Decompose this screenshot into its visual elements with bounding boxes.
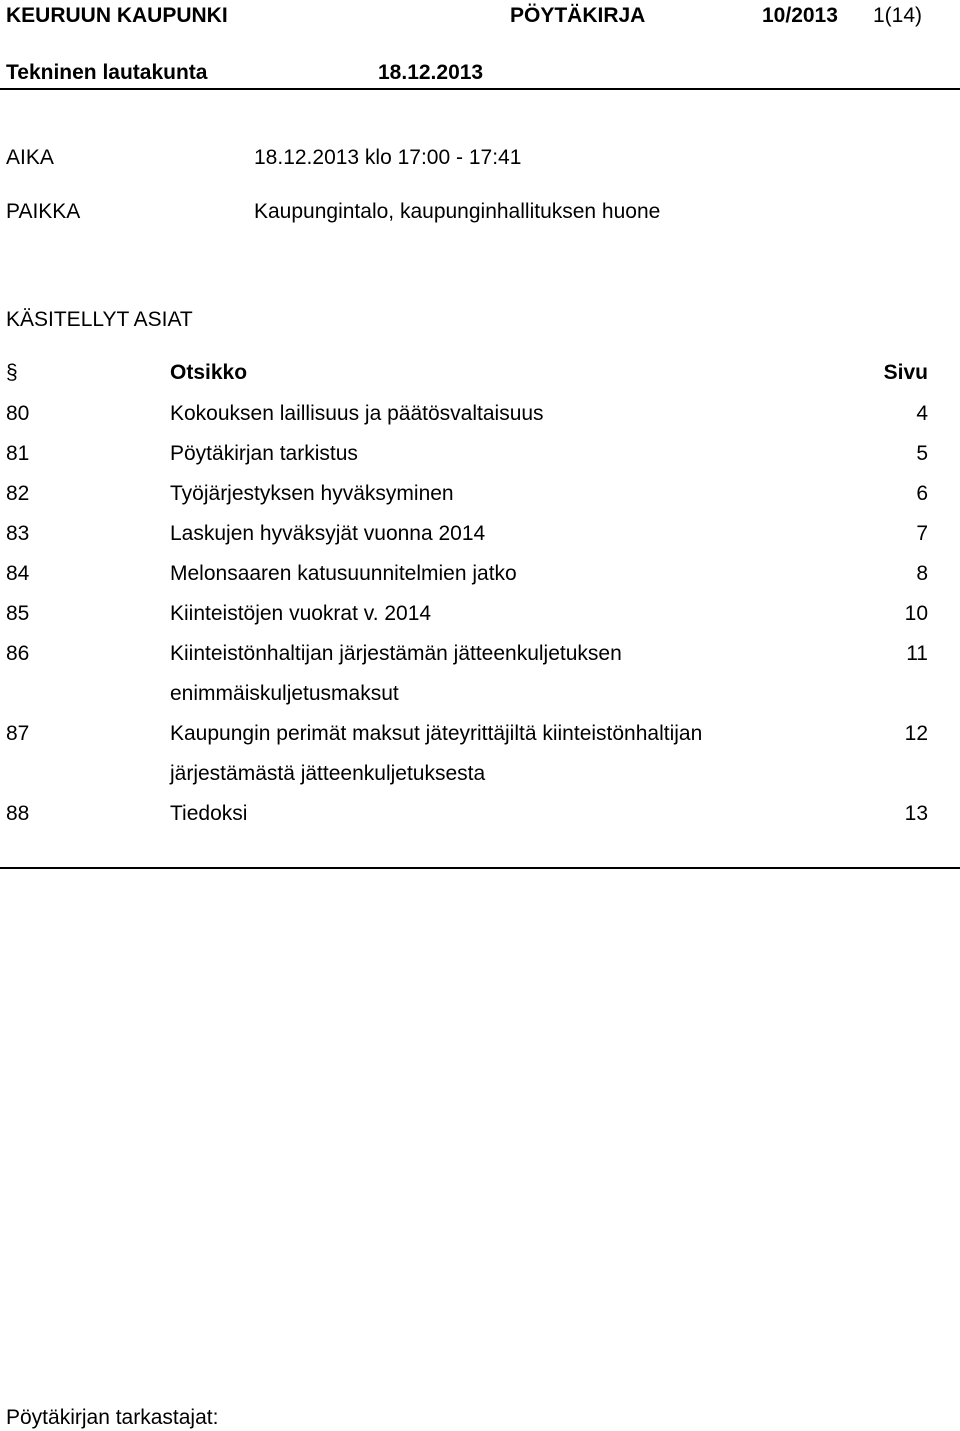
item-page: 11 — [906, 642, 928, 665]
item-title: Kokouksen laillisuus ja päätösvaltaisuus — [170, 402, 544, 425]
item-number: 88 — [6, 802, 30, 825]
item-number: 82 — [6, 482, 30, 505]
item-number: 85 — [6, 602, 30, 625]
item-title: Kiinteistöjen vuokrat v. 2014 — [170, 602, 432, 625]
page-info: 1(14) — [873, 4, 923, 27]
item-page: 12 — [904, 722, 928, 745]
item-number: 87 — [6, 722, 30, 745]
item-title: Tiedoksi — [170, 802, 248, 825]
agenda-heading: KÄSITELLYT ASIAT — [6, 308, 193, 331]
place-value: Kaupungintalo, kaupunginhallituksen huone — [254, 200, 661, 223]
column-page-header: Sivu — [883, 361, 928, 384]
time-value: 18.12.2013 klo 17:00 - 17:41 — [254, 146, 522, 169]
item-number: 81 — [6, 442, 30, 465]
item-title: Pöytäkirjan tarkistus — [170, 442, 358, 465]
document-number: 10/2013 — [762, 4, 838, 27]
reviewers-label: Pöytäkirjan tarkastajat: — [6, 1406, 219, 1429]
item-page: 8 — [916, 562, 928, 585]
item-page: 10 — [904, 602, 928, 625]
document-type: PÖYTÄKIRJA — [510, 4, 646, 27]
time-label: AIKA — [6, 146, 54, 169]
item-title-line-1: Kaupungin perimät maksut jäteyrittäjiltä kiinteistönhaltijan — [170, 722, 703, 745]
place-label: PAIKKA — [6, 200, 81, 223]
item-title-line-1: Kiinteistönhaltijan järjestämän jätteenkuljetuksen — [170, 642, 622, 665]
item-number: 83 — [6, 522, 30, 545]
item-number: 80 — [6, 402, 30, 425]
item-title: Työjärjestyksen hyväksyminen — [170, 482, 454, 505]
agenda-divider — [0, 867, 960, 869]
item-number: 86 — [6, 642, 30, 665]
item-title-line-2: järjestämästä jätteenkuljetuksesta — [170, 762, 486, 785]
item-number: 84 — [6, 562, 30, 585]
column-title-header: Otsikko — [170, 361, 248, 384]
item-title: Laskujen hyväksyjät vuonna 2014 — [170, 522, 486, 545]
item-page: 13 — [904, 802, 928, 825]
item-page: 7 — [916, 522, 928, 545]
item-title: Melonsaaren katusuunnitelmien jatko — [170, 562, 517, 585]
committee-name: Tekninen lautakunta — [6, 61, 208, 84]
header-divider — [0, 88, 960, 90]
item-page: 6 — [916, 482, 928, 505]
organization-name: KEURUUN KAUPUNKI — [6, 4, 228, 27]
item-title-line-2: enimmäiskuljetusmaksut — [170, 682, 399, 705]
section-symbol: § — [6, 361, 18, 384]
item-page: 4 — [916, 402, 928, 425]
meeting-date: 18.12.2013 — [378, 61, 484, 84]
item-page: 5 — [916, 442, 928, 465]
